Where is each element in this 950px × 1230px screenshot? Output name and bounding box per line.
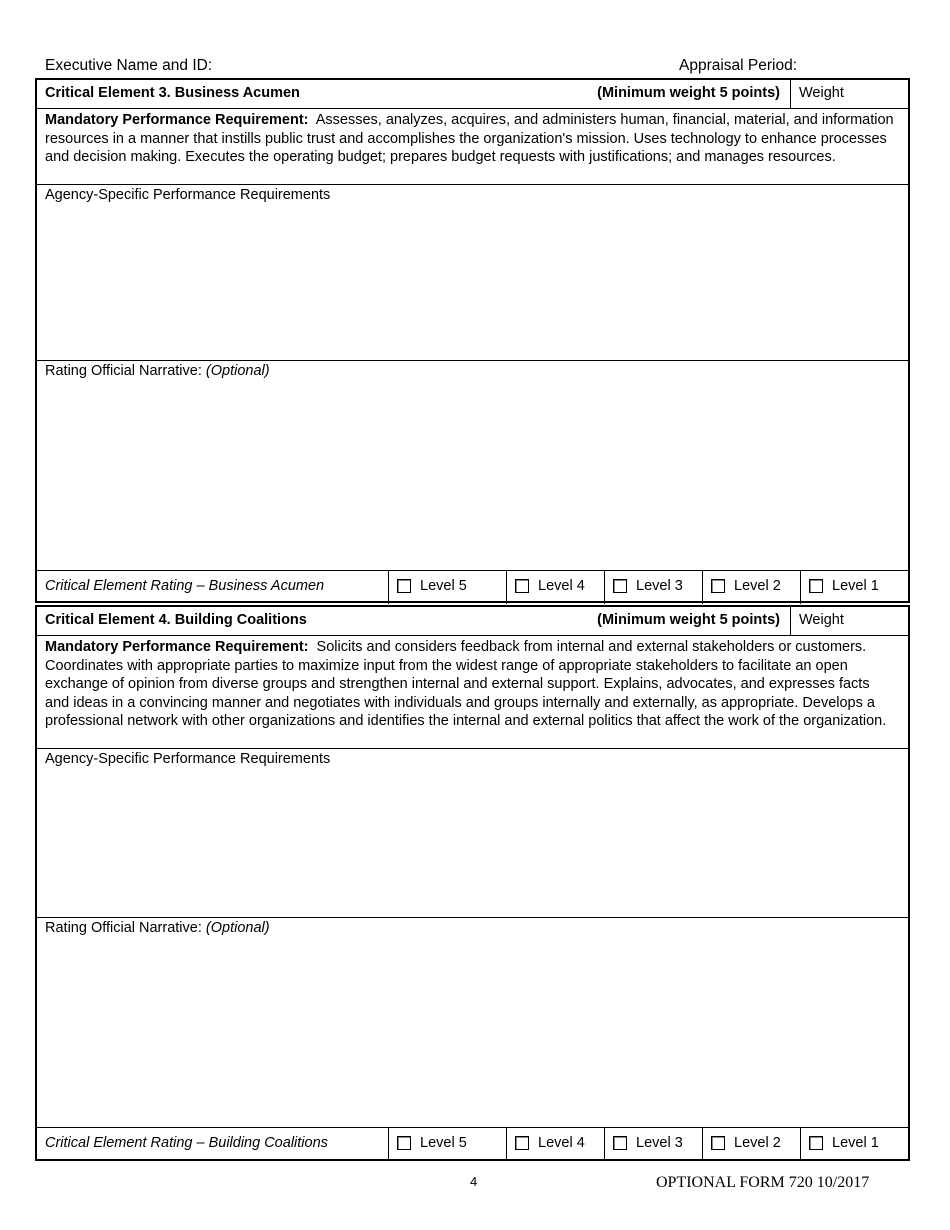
mandatory-label: Mandatory Performance Requirement: [45,639,309,655]
level-5-option[interactable] [388,571,506,604]
narrative-label: Rating Official Narrative: [45,363,202,379]
agency-requirements-label: Agency-Specific Performance Requirements [45,751,331,767]
narrative-optional: (Optional) [205,920,270,936]
mandatory-requirement [37,109,908,185]
level-1-label: Level 1 [832,578,879,594]
rating-row [37,571,908,604]
level-5-label: Level 5 [420,578,467,594]
agency-requirements-field[interactable] [37,749,908,918]
level-4-option[interactable] [506,571,604,604]
narrative-label: Rating Official Narrative: [45,920,202,936]
mandatory-text: Solicits and considers feedback from internal and external stakeholders or customers. Coordinates with appropriate parties to maximize input from the widest range of appropriate stakeholders to facilitate an open exchange of opinion from diverse groups and strengthen internal and external support. Explains, advocates, and expresses facts and ideas in a convincing manner and negotiates with individuals and groups internally and externally, as appropriate. Develops a professional network with other organizations and identifies the internal and external politics that affect the work of the organization. [45,639,887,729]
element-title: Critical Element 4. Building Coalitions [45,612,307,628]
level-1-label: Level 1 [832,1135,879,1151]
level-3-option[interactable] [604,1128,702,1161]
level-5-option[interactable] [388,1128,506,1161]
level-3-label: Level 3 [636,1135,683,1151]
weight-label: Weight [799,85,844,101]
level-1-option[interactable] [800,571,910,604]
level-3-checkbox[interactable] [613,579,627,593]
level-1-checkbox[interactable] [809,579,823,593]
level-4-label: Level 4 [538,578,585,594]
level-3-label: Level 3 [636,578,683,594]
element-title-row [37,80,908,109]
level-2-option[interactable] [702,1128,800,1161]
page-number: 4 [470,1174,478,1189]
rating-label: Critical Element Rating – Business Acumen [45,578,325,594]
mandatory-requirement [37,636,908,749]
executive-name-label: Executive Name and ID: [45,57,213,74]
level-2-label: Level 2 [734,578,781,594]
level-4-label: Level 4 [538,1135,585,1151]
rating-narrative-field[interactable] [37,361,908,571]
weight-field[interactable] [790,80,908,108]
rating-label: Critical Element Rating – Building Coalitions [45,1135,328,1151]
narrative-label-wrap [45,920,270,936]
element-title: Critical Element 3. Business Acumen [45,85,300,101]
level-4-checkbox[interactable] [515,1136,529,1150]
narrative-optional: (Optional) [205,363,270,379]
level-4-option[interactable] [506,1128,604,1161]
minimum-weight: (Minimum weight 5 points) [597,85,780,101]
level-2-label: Level 2 [734,1135,781,1151]
minimum-weight: (Minimum weight 5 points) [597,612,780,628]
narrative-label-wrap [45,363,270,379]
level-2-checkbox[interactable] [711,579,725,593]
level-2-option[interactable] [702,571,800,604]
level-4-checkbox[interactable] [515,579,529,593]
level-5-checkbox[interactable] [397,1136,411,1150]
critical-element-3-section [35,78,910,603]
element-title-row [37,607,908,636]
level-1-option[interactable] [800,1128,910,1161]
rating-row [37,1128,908,1161]
level-2-checkbox[interactable] [711,1136,725,1150]
critical-element-4-section [35,605,910,1161]
mandatory-label: Mandatory Performance Requirement: [45,112,309,128]
appraisal-period-label: Appraisal Period: [679,57,798,74]
mandatory-text: Assesses, analyzes, acquires, and administers human, financial, material, and information resources in a manner that instills public trust and accomplishes the organization's mission. Uses technology to enhance processes and decision making. Executes the operating budget; prepares budget requests with justifications; and manages resources. [45,112,894,165]
weight-field[interactable] [790,607,908,635]
level-3-option[interactable] [604,571,702,604]
rating-narrative-field[interactable] [37,918,908,1128]
agency-requirements-label: Agency-Specific Performance Requirements [45,187,331,203]
form-identifier: OPTIONAL FORM 720 10/2017 [656,1174,870,1191]
level-3-checkbox[interactable] [613,1136,627,1150]
weight-label: Weight [799,612,844,628]
agency-requirements-field[interactable] [37,185,908,361]
level-5-checkbox[interactable] [397,579,411,593]
level-5-label: Level 5 [420,1135,467,1151]
level-1-checkbox[interactable] [809,1136,823,1150]
